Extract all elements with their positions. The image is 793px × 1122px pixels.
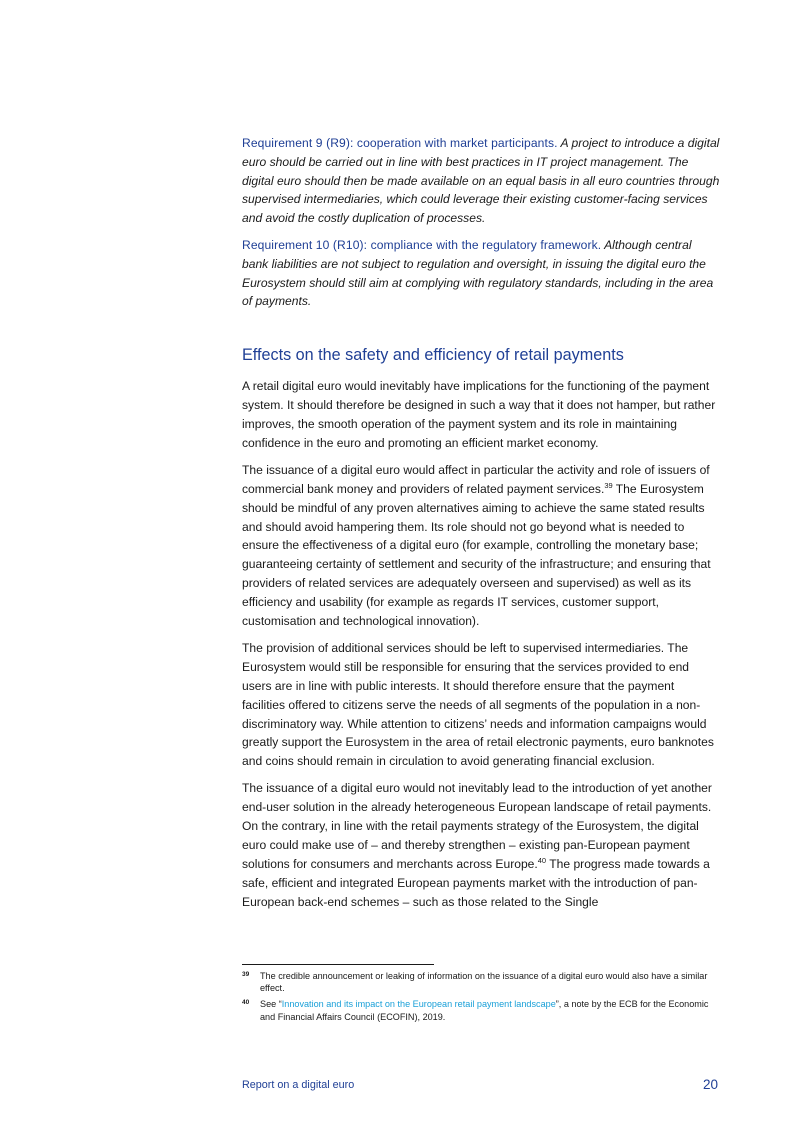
requirement-10: [242, 236, 720, 311]
paragraph-1: A retail digital euro would inevitably have implications for the functioning of the payment system. It should therefore be designed in such a way that it does not hamper, but rather improves, the smooth operation of the payment system and its role in maintaining confidence in the euro and promoting an efficient market economy.: [242, 379, 716, 450]
requirement-9: [242, 134, 720, 228]
paragraph-4-text-before: The issuance of a digital euro would not inevitably lead to the introduction of yet another end-user solution in the already heterogeneous European landscape of retail payments. On the contrary, in line with the retail payments strategy of the Eurosystem, the digital euro could make use of – and thereby strengthen – existing pan-European payment solutions for consumers and merchants across Europe.: [242, 781, 712, 871]
footnote-divider: [242, 964, 434, 965]
requirement-9-body: A project to introduce a digital euro should be carried out in line with best practices in IT project management. The digital euro should then be made available on an equal basis in all euro countries through supervised intermediaries, which could leverage their existing customer-facing services and avoid the costly duplication of processes.: [242, 136, 720, 226]
main-content: [242, 134, 720, 920]
footer-page-number: 20: [702, 1077, 718, 1092]
footnote-39-text: The credible announcement or leaking of information on the issuance of a digital euro would also have a similar effect.: [260, 971, 708, 994]
requirement-10-body: Although central bank liabilities are not subject to regulation and oversight, in issuing the digital euro the Eurosystem should still aim at complying with regulatory standards, including in the area of payments.: [242, 237, 714, 309]
paragraph-2-text-before: The issuance of a digital euro would affect in particular the activity and role of issuers of commercial bank money and providers of related payment services.: [242, 462, 710, 496]
footnote-39: [242, 970, 722, 994]
footnote-40-pre: See “: [260, 999, 282, 1010]
section-title: Effects on the safety and efficiency of retail payments: [242, 346, 624, 365]
paragraph-2-text-after: The Eurosystem should be mindful of any proven alternatives aiming to achieve the same stated results and should avoid hampering them. Its role should not go beyond what is needed to ensure the effectiveness of a digital euro (for example, controlling the monetary base; guaranteeing certainty of settlement and security of the infrastructure; and ensuring that providers of related services are adequately overseen and supervised) as well as its efficiency and usability (for example as regards IT services, customer support, customisation and technological innovation).: [242, 481, 711, 629]
paragraph-4: [242, 779, 720, 911]
paragraph-2: [242, 461, 720, 631]
footnote-40-text: [260, 998, 722, 1022]
footer-report-title: Report on a digital euro: [242, 1079, 355, 1091]
paragraph-4-text-after: The progress made towards a safe, efficient and integrated European payments market with the introduction of pan-European back-end schemes – such as those related to the Single: [242, 856, 710, 909]
requirement-10-heading: Requirement 10 (R10): compliance with the regulatory framework.: [242, 237, 602, 252]
footnote-ref-39[interactable]: 39: [604, 480, 613, 490]
footnote-ref-40[interactable]: 40: [537, 855, 547, 865]
footnote-40-link[interactable]: Innovation and its impact on the European retail payment landscape: [281, 999, 556, 1010]
footnote-40-post: ”, a note by the ECB for the Economic and Financial Affairs Council (ECOFIN), 2019.: [260, 999, 709, 1022]
footnote-40: [242, 998, 722, 1022]
footnote-39-number: 39: [242, 971, 250, 978]
footnote-40-number: 40: [242, 999, 250, 1007]
paragraph-3: The provision of additional services should be left to supervised intermediaries. The Eurosystem would still be responsible for ensuring that the services provided to end users are in line with public interests. It should therefore ensure that the payment facilities offered to citizens serve the needs of all segments of the population in a non-discriminatory way. While attention to citizens’ needs and information campaigns would greatly support the Eurosystem in the area of retail electronic payments, euro banknotes and coins should remain in circulation to avoid generating financial exclusion.: [242, 640, 714, 769]
footnotes: [242, 970, 722, 1027]
requirement-9-heading: Requirement 9 (R9): cooperation with market participants.: [242, 136, 558, 150]
